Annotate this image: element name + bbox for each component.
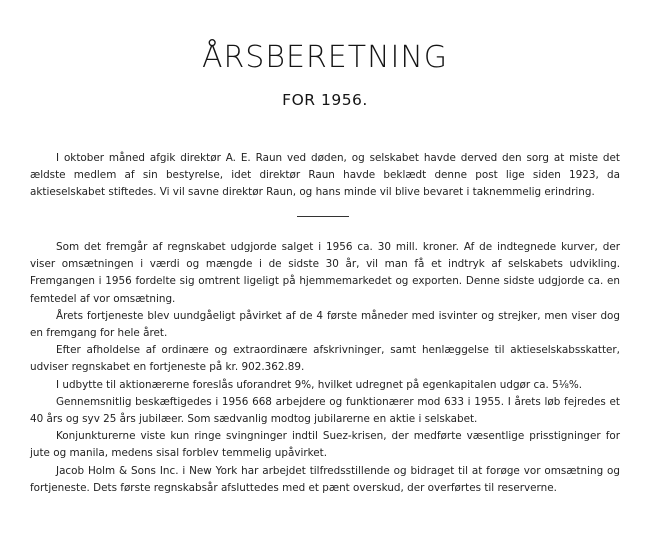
intro-paragraph: I oktober måned afgik direktør A. E. Raun ved døden, og selskabet havde derved den sorg at miste det ældste medlem af sin bestyrelse, idet direktør Raun havde beklædt denne post lige siden 1923, da aktieselskabet stiftedes. Vi vil savne direktør Raun, og hans minde vil blive bevaret i taknemmelig erindring. xyxy=(30,152,620,199)
paragraph-profit: Årets fortjeneste blev uundgåeligt påvirket af de 4 første måneder med isvinter og strejker, men viser dog en fremgang for hele året. xyxy=(30,309,620,340)
paragraph-subsidiary: Jacob Holm & Sons Inc. i New York har arbejdet tilfredsstillende og bidraget til at forøge vor omsætning og fortjeneste. Dets første regnskabsår afsluttedes med et pænt overskud, der overførtes til reserverne. xyxy=(30,464,620,494)
paragraph-market: Konjunkturerne viste kun ringe svingninger indtil Suez-krisen, der medførte væsentlige prisstigninger for jute og manila, medens sisal forblev temmelig upåvirket. xyxy=(30,430,620,460)
paragraph-employees: Gennemsnitlig beskæftigedes i 1956 668 arbejdere og funktionærer mod 633 i 1955. I årets løb fejredes et 40 års og syv 25 års jubilæer. Som sædvanlig modtog jubilarerne en aktie i selskabet. xyxy=(30,395,620,426)
page-subtitle: FOR 1956. xyxy=(282,91,368,109)
paragraph-dividend: I udbytte til aktionærerne foreslås uforandret 9%, hvilket udregnet på egenkapitalen udgør ca. 5⅛%. xyxy=(56,378,583,391)
section-divider xyxy=(297,216,349,217)
paragraph-depreciation: Efter afholdelse af ordinære og extraordinære afskrivninger, samt henlæggelse til aktieselskabsskatter, udviser regnskabet en fortjeneste på kr. 902.362.89. xyxy=(30,344,620,374)
main-section xyxy=(30,239,620,497)
page-title: ÅRSBERETNING xyxy=(201,40,449,75)
intro-section xyxy=(30,150,620,202)
paragraph-sales: Som det fremgår af regnskabet udgjorde salget i 1956 ca. 30 mill. kroner. Af de indtegnede kurver, der viser omsætningen i værdi og mængde i de sidste 30 år, vil man få et indtryk af selskabets udvikling. Fremgangen i 1956 fordelte sig omtrent ligeligt på hjemmemarkedet og exporten. Denne sidste udgjorde ca. en femtedel af vor omsætning. xyxy=(30,241,620,305)
